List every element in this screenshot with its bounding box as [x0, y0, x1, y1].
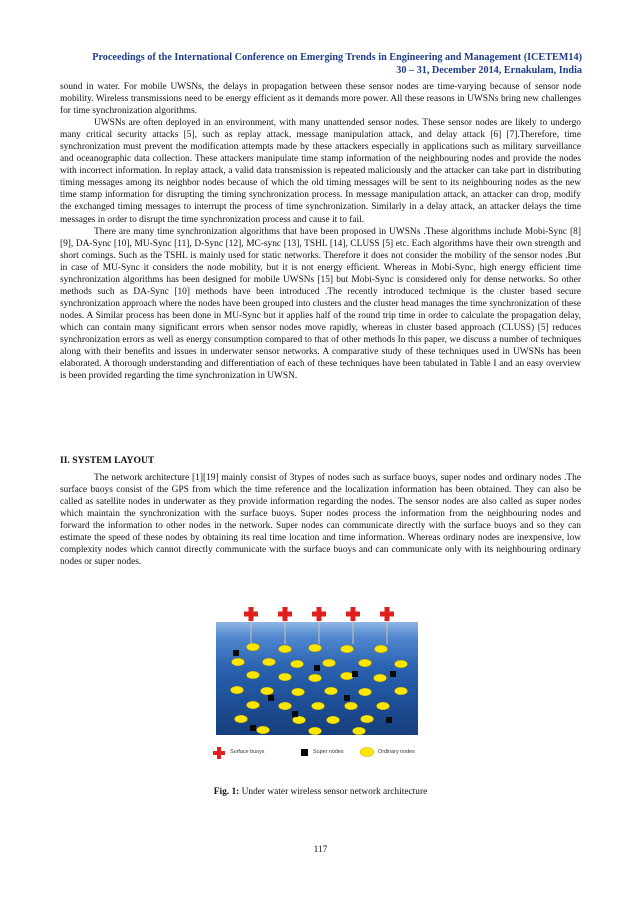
super-node — [390, 671, 396, 677]
super-node — [250, 725, 256, 731]
surface-buoy — [312, 607, 326, 621]
ordinary-node — [235, 715, 248, 723]
system-layout-paragraph: The network architecture [1][19] mainly consist of 3types of nodes such as surface buoys, super nodes and ordinary nodes .The surface buoys consist of the GPS from which the time reference and the localization information has been obtained. They can also be called as satellite nodes in underwater as they provide information regarding the nodes. The sensor nodes are also called as super nodes which maintain the synchronization with the surface buoys. Super nodes process the information from the neighbouring nodes and forward the information to other nodes in the network. Super nodes can communicate directly with the surface buoys and so they can estimate the speed of these nodes by obtaining its real time location and time information. Whereas ordinary nodes are inexpensive, low complexity nodes which cannot directly communicate with the surface buoys and can communicate only with its neighbouring ordinary nodes or super nodes. — [60, 473, 581, 568]
ordinary-node — [263, 658, 276, 666]
ordinary-node — [231, 686, 244, 694]
ordinary-node — [377, 702, 390, 710]
page-number: 117 — [313, 845, 328, 855]
network-architecture-figure — [205, 602, 421, 774]
ordinary-node — [309, 727, 322, 735]
ordinary-node — [359, 688, 372, 696]
ordinary-node — [257, 726, 270, 734]
header-line-1: Proceedings of the International Conference on Emerging Trends in Engineering and Management (ICETEM14) — [92, 52, 582, 63]
super-node — [314, 665, 320, 671]
super-node — [352, 671, 358, 677]
figure-legend — [205, 743, 421, 763]
ordinary-node — [353, 727, 366, 735]
ordinary-node — [361, 715, 374, 723]
ordinary-node — [247, 643, 260, 651]
intro-paragraph-2: UWSNs are often deployed in an environment, with many unattended sensor nodes. These sensor nodes are likely to undergo many critical security attacks [5], such as replay attack, message manipulation attack, and delay attack [6] [7].Therefore, time synchronization must prevent the modification attempts made by these attackers especially in applications such as military surveillance and oceanographic data collection. These attackers manipulate time stamp information of the neighbouring nodes and provide the nodes with incorrect information. In replay attack, a valid data transmission is repeated maliciously and the attacker can take part in distributing timing messages among its neighbor nodes because of which the old timing messages will be sent to its neighbouring nodes as the new time stamp information for disrupting the timing synchronization process. In message manipulation attack, an attacker can drop, modify the exchanged timing messages to interrupt the process of time synchronization. Similarly in a delay attack, an attacker delays the time messages in order to disrupt the time synchronization process and cause it to fail. — [60, 118, 581, 225]
legend-surface-buoy-icon — [213, 747, 225, 759]
intro-text — [60, 81, 581, 382]
legend-ordinary-node-icon — [360, 748, 374, 757]
super-node — [233, 650, 239, 656]
ordinary-node — [341, 645, 354, 653]
ordinary-node — [247, 701, 260, 709]
super-node — [268, 695, 274, 701]
legend-super-node-icon — [301, 749, 308, 756]
intro-paragraph-3: There are many time synchronization algorithms that have been proposed in UWSNs .These algorithms include Mobi-Sync [8] [9], DA-Sync [10], MU-Sync [11], D-Sync [12], MC-sync [13], TSHL [14], CLUSS [5] etc. Each algorithms have their own strength and short comings. Such as the TSHL is mainly used for static networks. Therefore it does not consider the mobility of the sensor nodes .But in case of MU-Sync it considers the node mobility, but it is not energy efficient. Whereas in Mobi-Sync, high energy efficient time synchronization algorithms has been designed for mobile UWSNs [15] but Mobi-Sync is considered only for dense networks. So other methods such as DA-Sync [10] methods have been introduced .The recently introduced technique is the cluster based secure synchronization approach where the nodes have been grouped into clusters and the cluster head manages the time synchronization of these nodes. A Similar process has been done in MU-Sync but it applies half of the round trip time in order to calculate the propagation delay, which can contain many significant errors when sensor nodes move rapidly, whereas in cluster based approach (CLUSS) [5] reduces synchronization errors as well as energy consumption compared to that of other methods In this paper, we discuss a number of techniques along with their benefits and issues in underwater sensor networks. A comparative study of these techniques used in UWSNs has been elaborated. A thorough understanding and differentiation of each of these techniques have been tabulated in Table I and an easy overview is been provided regarding the time synchronization in UWSN. — [60, 226, 581, 382]
system-layout-text — [60, 472, 581, 568]
legend-ordinary-nodes-label: Ordinary nodes — [378, 749, 415, 755]
surface-buoy — [380, 607, 394, 621]
header-line-2: 30 – 31, December 2014, Ernakulam, India — [396, 65, 582, 76]
ordinary-node — [261, 687, 274, 695]
ordinary-node — [279, 702, 292, 710]
ordinary-node — [341, 672, 354, 680]
ordinary-node — [293, 716, 306, 724]
intro-paragraph-1: sound in water. For mobile UWSNs, the delays in propagation between these sensor nodes are time-varying because of sensor node mobility. Wireless transmissions need to be energy efficient as it demands more power. All these reasons in UWSNs bring new challenges for time synchronization algorithms. — [60, 82, 581, 117]
ordinary-node — [279, 645, 292, 653]
ordinary-node — [232, 658, 245, 666]
ordinary-node — [279, 673, 292, 681]
figure-caption-label: Fig. 1: — [213, 787, 240, 797]
ordinary-node — [395, 687, 408, 695]
ordinary-node — [309, 644, 322, 652]
section-title: II. SYSTEM LAYOUT — [60, 455, 155, 466]
surface-buoy — [244, 607, 258, 621]
surface-buoy — [278, 607, 292, 621]
ordinary-node — [325, 687, 338, 695]
ordinary-node — [345, 702, 358, 710]
ordinary-node — [312, 702, 325, 710]
ordinary-node — [359, 659, 372, 667]
ordinary-node — [395, 660, 408, 668]
legend-super-nodes-label: Super nodes — [313, 749, 344, 755]
super-node — [386, 717, 392, 723]
ordinary-node — [327, 716, 340, 724]
ordinary-node — [309, 674, 322, 682]
conference-header — [60, 51, 582, 77]
ordinary-node — [247, 671, 260, 679]
ordinary-node — [374, 674, 387, 682]
legend-surface-buoys-label: Surface buoys — [230, 749, 265, 755]
surface-buoy — [346, 607, 360, 621]
ordinary-node — [292, 688, 305, 696]
ordinary-node — [291, 660, 304, 668]
super-node — [344, 695, 350, 701]
figure-caption — [60, 787, 581, 797]
ordinary-node — [323, 659, 336, 667]
ordinary-node — [375, 645, 388, 653]
super-node — [292, 711, 298, 717]
figure-caption-text: Under water wireless sensor network architecture — [239, 787, 428, 797]
